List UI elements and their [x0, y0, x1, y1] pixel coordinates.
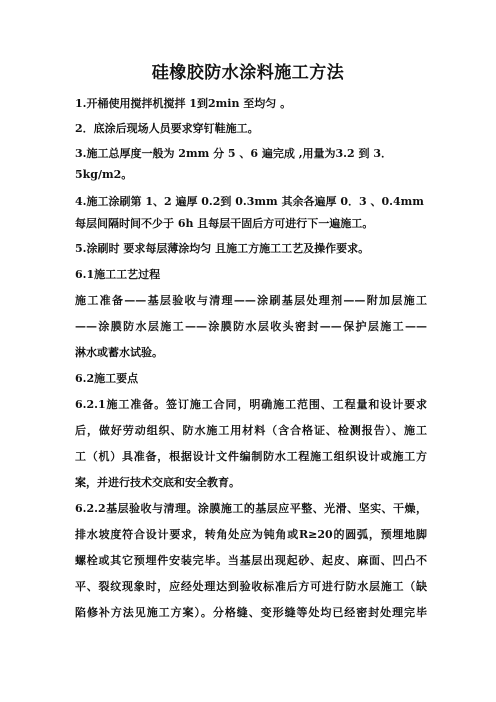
body-line: 案，并进行技术交底和安全教育。 — [75, 476, 240, 489]
body-line: 每层间隔时间不少于 6h 且每层干固后方可进行下一遍施工。 — [75, 217, 374, 230]
body-line: 淋水或蓄水试验。 — [75, 346, 163, 359]
body-line: 平、裂纹现象时，应经处理达到验收标准后方可进行防水层施工（缺 — [75, 580, 427, 593]
body-line: 3.施工总厚度一般为 2mm 分 5 、6 遍完成 ,用量为3.2 到 3． — [75, 147, 392, 160]
page-title: 硅橡胶防水涂料施工方法 — [151, 63, 345, 83]
body-line: 排水坡度符合设计要求，转角处应为钝角或R≥20的圆弧，预埋地脚 — [75, 528, 427, 541]
section-heading: 6.2施工要点 — [75, 372, 139, 385]
section-heading: 6.1施工工艺过程 — [75, 268, 161, 281]
body-line: 工（机）具准备，根据设计文件编制防水工程施工组织设计或施工方 — [75, 450, 427, 463]
body-line: 1.开桶使用搅拌机搅拌 1到2min 至均匀 。 — [75, 97, 292, 110]
body-line: 螺栓或其它预埋件安装完毕。当基层出现起砂、起皮、麻面、凹凸不 — [75, 554, 427, 567]
body-line: 5kg/m2。 — [75, 168, 133, 181]
body-line: 2．底涂后现场人员要求穿钉鞋施工。 — [75, 122, 259, 135]
body-line: 后，做好劳动组织、防水施工用材料（含合格证、检测报告）、施工 — [75, 424, 427, 437]
body-line: 施工准备——基层验收与清理——涂刷基层处理剂——附加层施工 — [75, 294, 427, 307]
body-line: 6.2.1施工准备。签订施工合同，明确施工范围、工程量和设计要求 — [75, 398, 427, 411]
body-line: 陷修补方法见施工方案）。分格缝、变形缝等处均已经密封处理完毕 — [75, 606, 427, 619]
body-line: 4.施工涂刷第 1、2 遍厚 0.2到 0.3mm 其余各遍厚 0．3 、0.4mm — [75, 195, 424, 208]
body-line: 5.涂刷时 要求每层薄涂均匀 且施工方施工工艺及操作要求。 — [75, 242, 370, 255]
body-line: ——涂膜防水层施工——涂膜防水层收头密封——保护层施工—— — [75, 320, 427, 333]
body-line: 6.2.2基层验收与清理。涂膜施工的基层应平整、光滑、坚实、干燥， — [75, 502, 427, 515]
